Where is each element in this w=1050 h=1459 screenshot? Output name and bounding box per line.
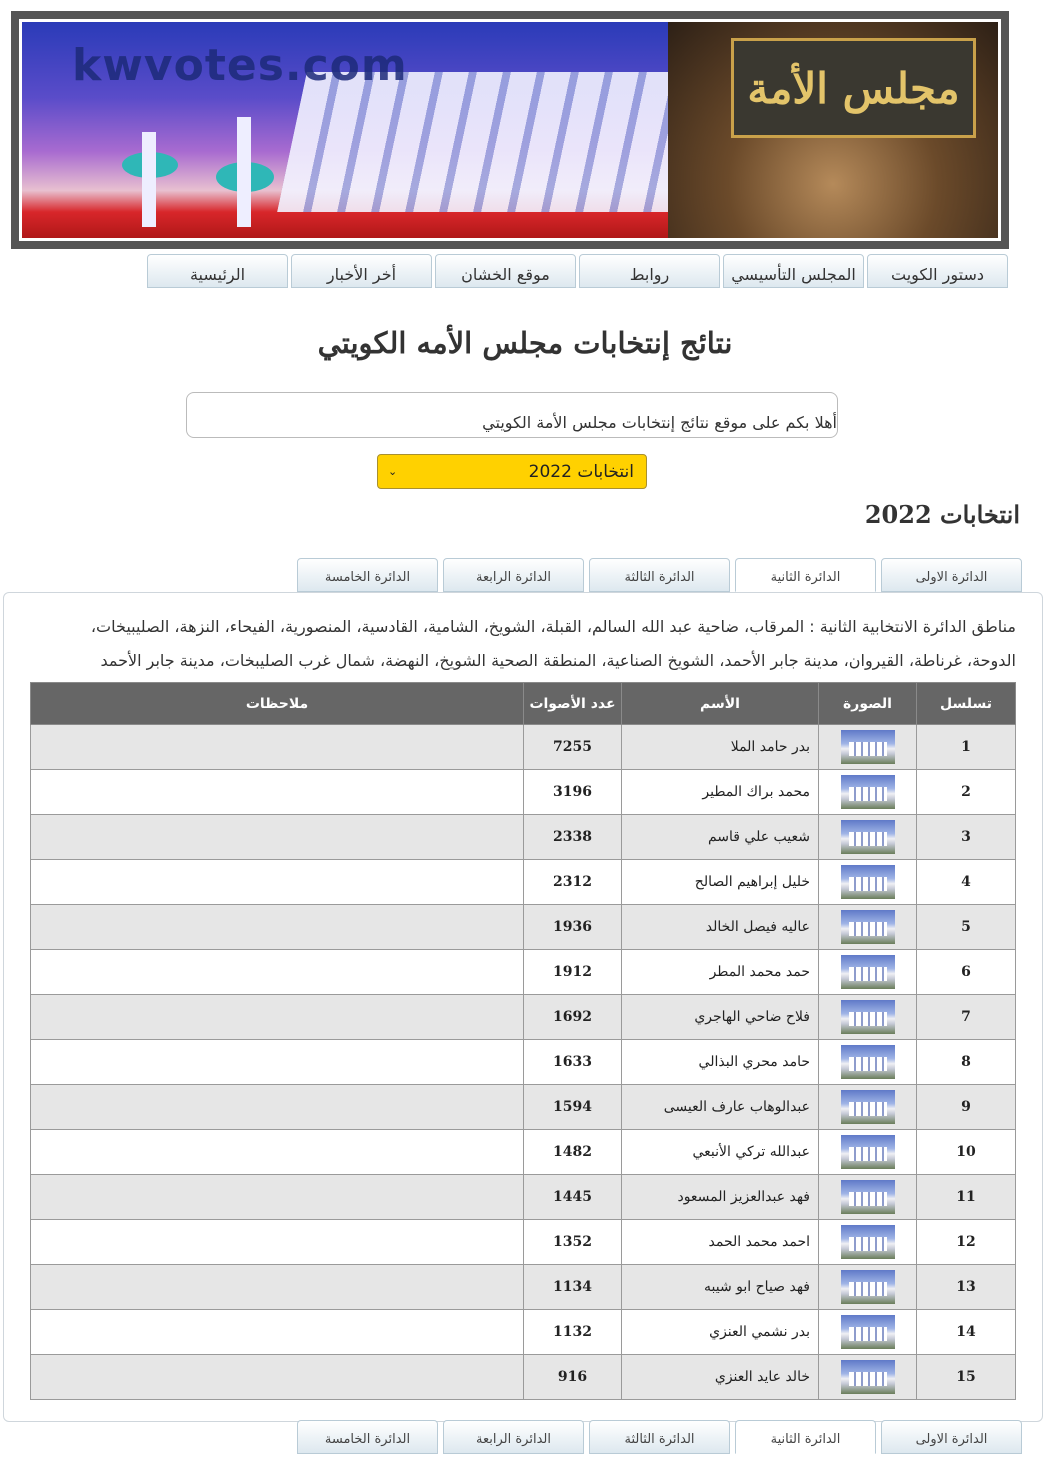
row-notes: [31, 1310, 524, 1355]
row-votes: 1936: [524, 905, 622, 950]
row-notes: [31, 1085, 524, 1130]
row-votes: 916: [524, 1355, 622, 1400]
row-seq: 10: [917, 1130, 1016, 1175]
row-notes: [31, 1040, 524, 1085]
row-photo: [819, 1040, 917, 1085]
row-photo: [819, 815, 917, 860]
row-notes: [31, 1265, 524, 1310]
row-name: بدر نشمي العنزي: [622, 1310, 819, 1355]
candidate-photo[interactable]: [841, 1315, 895, 1349]
candidate-photo[interactable]: [841, 1135, 895, 1169]
candidate-photo[interactable]: [841, 910, 895, 944]
row-photo: [819, 770, 917, 815]
row-seq: 3: [917, 815, 1016, 860]
tab-district-3[interactable]: الدائرة الثالثة: [589, 558, 730, 592]
election-year-select[interactable]: [377, 454, 647, 489]
tab-district-4[interactable]: الدائرة الرابعة: [443, 1420, 584, 1454]
header-name: الأسم: [622, 683, 819, 725]
row-name: عبدالوهاب عارف العيسى: [622, 1085, 819, 1130]
assembly-logo: [731, 38, 976, 138]
page-title: نتائج إنتخابات مجلس الأمه الكويتي: [317, 326, 733, 360]
candidate-photo[interactable]: [841, 1000, 895, 1034]
district-tabs-bottom: [296, 1420, 1022, 1454]
row-seq: 5: [917, 905, 1016, 950]
district-areas: مناطق الدائرة الانتخابية الثانية : المرقاب، ضاحية عبد الله السالم، القبلة، الشويخ، الشامية، القادسية، المنصورية، الفيحاء، النزهة، الصليبيخات، الدوحة، غرناطة، القيروان، مدينة جابر الأحمد، الشويخ الصناعية، المنطقة الصحية الشويخ، النهضة، شمال غرب الصليبخات، مدينة جابر الأحمد: [90, 617, 1016, 670]
nav-item-links[interactable]: روابط: [579, 254, 720, 288]
row-photo: [819, 905, 917, 950]
row-votes: 1594: [524, 1085, 622, 1130]
candidate-photo[interactable]: [841, 1360, 895, 1394]
row-photo: [819, 860, 917, 905]
election-year-heading: انتخابات 2022: [864, 500, 1020, 529]
row-votes: 1134: [524, 1265, 622, 1310]
row-photo: [819, 725, 917, 770]
table-row: [31, 1040, 1016, 1085]
chevron-down-icon: ⌄: [388, 465, 398, 478]
row-name: حمد محمد المطر: [622, 950, 819, 995]
candidate-photo[interactable]: [841, 730, 895, 764]
row-photo: [819, 950, 917, 995]
row-seq: 15: [917, 1355, 1016, 1400]
row-name: حامد محري البذالي: [622, 1040, 819, 1085]
table-row: [31, 1355, 1016, 1400]
row-seq: 9: [917, 1085, 1016, 1130]
tab-district-3[interactable]: الدائرة الثالثة: [589, 1420, 730, 1454]
row-votes: 1482: [524, 1130, 622, 1175]
row-seq: 13: [917, 1265, 1016, 1310]
row-seq: 11: [917, 1175, 1016, 1220]
tab-district-1[interactable]: الدائرة الاولى: [881, 558, 1022, 592]
table-row: [31, 1310, 1016, 1355]
row-name: خالد عايد العنزي: [622, 1355, 819, 1400]
row-notes: [31, 1175, 524, 1220]
candidate-photo[interactable]: [841, 775, 895, 809]
tab-district-2[interactable]: الدائرة الثانية: [735, 1420, 876, 1454]
row-notes: [31, 815, 524, 860]
row-notes: [31, 905, 524, 950]
row-name: عاليه فيصل الخالد: [622, 905, 819, 950]
row-photo: [819, 1220, 917, 1265]
results-body: [31, 725, 1016, 1400]
table-row: [31, 860, 1016, 905]
row-photo: [819, 995, 917, 1040]
table-row: [31, 950, 1016, 995]
row-name: احمد محمد الحمد: [622, 1220, 819, 1265]
header-seq: تسلسل: [917, 683, 1016, 725]
row-seq: 6: [917, 950, 1016, 995]
tab-district-5[interactable]: الدائرة الخامسة: [297, 1420, 438, 1454]
row-votes: 1912: [524, 950, 622, 995]
table-row: [31, 1085, 1016, 1130]
row-name: عبدالله تركي الأنبعي: [622, 1130, 819, 1175]
nav-item-home[interactable]: الرئيسية: [147, 254, 288, 288]
row-photo: [819, 1310, 917, 1355]
candidate-photo[interactable]: [841, 1045, 895, 1079]
row-seq: 1: [917, 725, 1016, 770]
row-seq: 12: [917, 1220, 1016, 1265]
candidate-photo[interactable]: [841, 1270, 895, 1304]
row-seq: 7: [917, 995, 1016, 1040]
header-votes: عدد الأصوات: [524, 683, 622, 725]
tower-mast: [237, 117, 251, 227]
row-votes: 1352: [524, 1220, 622, 1265]
table-row: [31, 1265, 1016, 1310]
row-name: فهد عبدالعزيز المسعود: [622, 1175, 819, 1220]
nav-item-constitution[interactable]: دستور الكويت: [867, 254, 1008, 288]
row-notes: [31, 860, 524, 905]
nav-item-news[interactable]: أخر الأخبار: [291, 254, 432, 288]
table-row: [31, 905, 1016, 950]
candidate-photo[interactable]: [841, 955, 895, 989]
row-name: بدر حامد الملا: [622, 725, 819, 770]
news-ticker: [186, 392, 838, 438]
main-nav: [145, 254, 1008, 288]
candidate-photo[interactable]: [841, 1225, 895, 1259]
nav-item-constituent-council[interactable]: المجلس التأسيسي: [723, 254, 864, 288]
row-votes: 1633: [524, 1040, 622, 1085]
year-select-value: انتخابات 2022: [528, 462, 634, 482]
table-row: [31, 725, 1016, 770]
tab-district-1[interactable]: الدائرة الاولى: [881, 1420, 1022, 1454]
row-votes: 1132: [524, 1310, 622, 1355]
candidate-photo[interactable]: [841, 1180, 895, 1214]
row-votes: 1692: [524, 995, 622, 1040]
candidate-photo[interactable]: [841, 820, 895, 854]
row-votes: 7255: [524, 725, 622, 770]
row-photo: [819, 1355, 917, 1400]
tab-district-4[interactable]: الدائرة الرابعة: [443, 558, 584, 592]
row-photo: [819, 1130, 917, 1175]
row-name: خليل إبراهيم الصالح: [622, 860, 819, 905]
row-name: محمد براك المطير: [622, 770, 819, 815]
tab-district-5[interactable]: الدائرة الخامسة: [297, 558, 438, 592]
site-watermark: kwvotes.com: [72, 40, 408, 91]
row-photo: [819, 1265, 917, 1310]
table-header-row: [31, 683, 1016, 725]
table-row: [31, 1130, 1016, 1175]
candidate-photo[interactable]: [841, 865, 895, 899]
district-tabs-top: [296, 558, 1022, 592]
row-photo: [819, 1175, 917, 1220]
row-notes: [31, 1220, 524, 1265]
row-votes: 2338: [524, 815, 622, 860]
tower-mast: [142, 132, 156, 227]
table-row: [31, 815, 1016, 860]
row-notes: [31, 1355, 524, 1400]
row-seq: 4: [917, 860, 1016, 905]
row-notes: [31, 995, 524, 1040]
row-seq: 2: [917, 770, 1016, 815]
row-name: فلاح ضاحي الهاجري: [622, 995, 819, 1040]
row-name: فهد صياح ابو شيبه: [622, 1265, 819, 1310]
row-photo: [819, 1085, 917, 1130]
row-seq: 8: [917, 1040, 1016, 1085]
header-photo: الصورة: [819, 683, 917, 725]
table-row: [31, 1175, 1016, 1220]
row-notes: [31, 770, 524, 815]
tab-district-2[interactable]: الدائرة الثانية: [735, 558, 876, 592]
table-row: [31, 770, 1016, 815]
row-notes: [31, 725, 524, 770]
logo-text: مجلس الأمة: [747, 63, 960, 113]
nav-item-alkhashan[interactable]: موقع الخشان: [435, 254, 576, 288]
row-votes: 3196: [524, 770, 622, 815]
row-votes: 1445: [524, 1175, 622, 1220]
row-name: شعيب علي قاسم: [622, 815, 819, 860]
candidate-photo[interactable]: [841, 1090, 895, 1124]
results-table: [30, 682, 1016, 1400]
assembly-building-graphic: [277, 72, 727, 212]
banner-image: [19, 19, 1001, 241]
ticker-text: أهلا بكم على موقع نتائج إنتخابات مجلس الأمة الكويتي: [482, 413, 837, 432]
row-seq: 14: [917, 1310, 1016, 1355]
row-notes: [31, 1130, 524, 1175]
header-notes: ملاحظات: [31, 683, 524, 725]
header-banner: [11, 11, 1009, 249]
row-notes: [31, 950, 524, 995]
table-row: [31, 995, 1016, 1040]
table-row: [31, 1220, 1016, 1265]
row-votes: 2312: [524, 860, 622, 905]
